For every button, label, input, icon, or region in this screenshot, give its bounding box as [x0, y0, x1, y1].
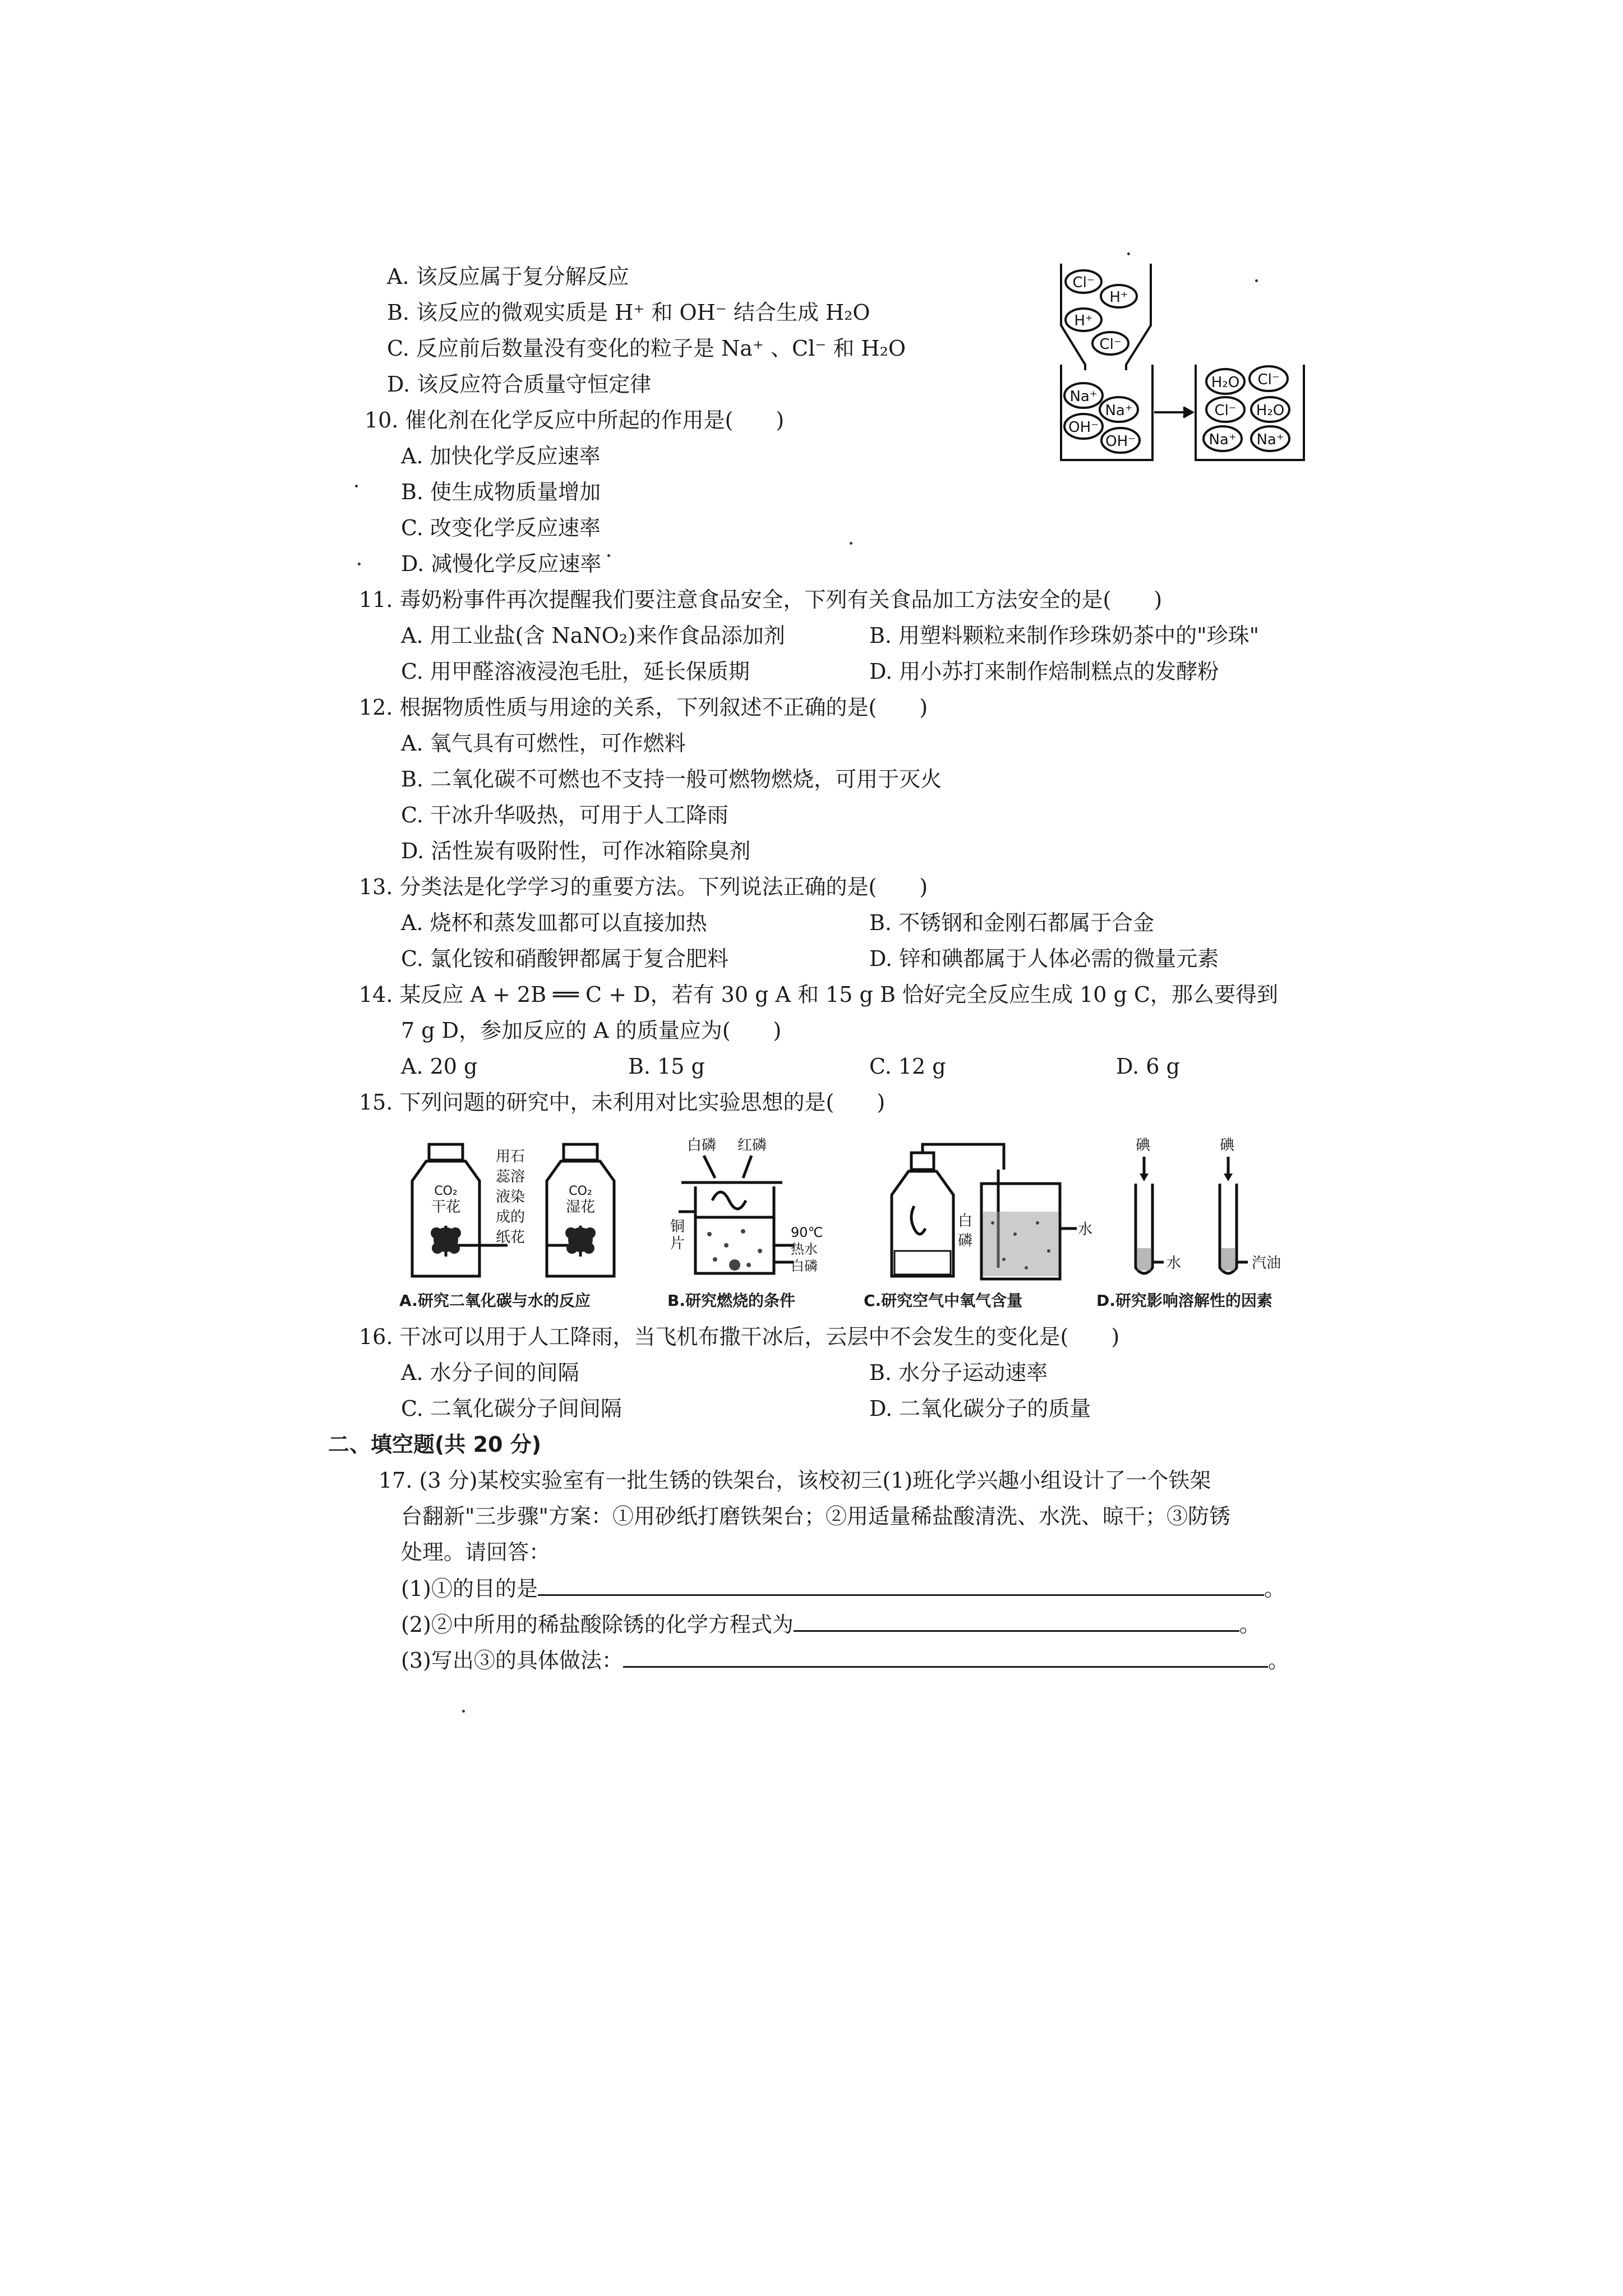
fig-b-right: 白磷: [791, 1258, 818, 1274]
ion-label: OH⁻: [1068, 419, 1099, 436]
fig-d-top1: 碘: [1136, 1137, 1151, 1154]
fig-a-note: 蕊溶: [495, 1168, 525, 1185]
fig-d-label2: 汽油: [1252, 1255, 1281, 1272]
q10-option-a: A. 加快化学反应速率: [401, 444, 601, 468]
fig-b-right: 热水: [791, 1241, 818, 1257]
q12-option-a: A. 氧气具有可燃性，可作燃料: [401, 731, 686, 756]
q13-option-a: A. 烧杯和蒸发皿都可以直接加热: [401, 910, 707, 935]
q15-figure-d: [1122, 1133, 1312, 1285]
ion-label: H⁺: [1109, 289, 1128, 306]
q10-stem: 10. 催化剂在化学反应中所起的作用是( ): [365, 408, 785, 432]
q11-option-c: C. 用甲醛溶液浸泡毛肚，延长保质期: [401, 659, 750, 684]
q13-option-b: B. 不锈钢和金刚石都属于合金: [869, 910, 1155, 935]
ion-label: Cl⁻: [1072, 274, 1095, 291]
fig-b-side: 铜: [670, 1218, 685, 1235]
q16-option-b: B. 水分子运动速率: [869, 1360, 1048, 1385]
q17-sub2-label: (2)②中所用的稀盐酸除锈的化学方程式为: [401, 1612, 794, 1637]
fig-a-note: 液染: [495, 1189, 525, 1205]
ion-label: Cl⁻: [1214, 402, 1237, 419]
scan-speck: [1127, 252, 1130, 255]
answer-blank-2[interactable]: [794, 1611, 1239, 1632]
q15-caption-d: D.研究影响溶解性的因素: [1096, 1291, 1272, 1310]
q12-option-d: D. 活性炭有吸附性，可作冰箱除臭剂: [401, 839, 751, 863]
q11-option-a: A. 用工业盐(含 NaNO₂)来作食品添加剂: [401, 623, 785, 648]
ion-label: H⁺: [1074, 312, 1093, 329]
answer-blank-1[interactable]: [538, 1575, 1264, 1596]
scan-speck: [462, 1710, 465, 1713]
q10-option-d: D. 减慢化学反应速率: [401, 551, 602, 576]
q9-option-a: A. 该反应属于复分解反应: [387, 264, 629, 289]
q16-option-a: A. 水分子间的间隔: [401, 1360, 579, 1385]
q11-stem: 11. 毒奶粉事件再次提醒我们要注意食品安全，下列有关食品加工方法安全的是( ): [359, 587, 1163, 612]
ion-label: Na⁺: [1105, 402, 1133, 419]
q12-stem: 12. 根据物质性质与用途的关系，下列叙述不正确的是( ): [359, 695, 928, 720]
fig-a-note: 用石: [495, 1148, 525, 1165]
jar-b-label: CO₂: [569, 1184, 592, 1198]
q14-option-b: B. 15 g: [628, 1054, 705, 1079]
q14-option-a: A. 20 g: [401, 1054, 478, 1079]
scan-speck: [355, 485, 358, 487]
fig-c-label1: 磷: [958, 1232, 973, 1249]
jar-b-label: 湿花: [565, 1199, 596, 1216]
q16-option-c: C. 二氧化碳分子间间隔: [401, 1396, 622, 1421]
q13-stem: 13. 分类法是化学学习的重要方法。下列说法正确的是( ): [359, 875, 928, 899]
q17-line3: 处理。请回答：: [401, 1540, 551, 1565]
ion-label: Na⁺: [1256, 431, 1284, 448]
q11-option-b: B. 用塑料颗粒来制作珍珠奶茶中的"珍珠": [869, 623, 1260, 648]
q17-sub2: [401, 1611, 1261, 1637]
q15-caption-a: A.研究二氧化碳与水的反应: [399, 1291, 591, 1310]
q15-figure-c: [880, 1139, 1094, 1285]
q9-reaction-diagram: [1054, 258, 1312, 471]
q10-option-b: B. 使生成物质量增加: [401, 480, 601, 504]
end-mark: 。: [1267, 1648, 1289, 1673]
fig-a-note: 纸花: [495, 1229, 525, 1246]
jar-a-label: 干花: [431, 1199, 461, 1216]
q13-option-d: D. 锌和碘都属于人体必需的微量元素: [869, 946, 1219, 971]
section2-title: 二、填空题(共 20 分): [328, 1432, 542, 1457]
ion-label: Na⁺: [1069, 388, 1098, 405]
q17-sub1-label: (1)①的目的是: [401, 1576, 538, 1601]
answer-blank-3[interactable]: [623, 1647, 1268, 1668]
q17-sub3: [401, 1647, 1289, 1673]
scan-speck: [850, 542, 852, 545]
fig-c-label2: 水: [1078, 1221, 1093, 1238]
q11-option-d: D. 用小苏打来制作焙制糕点的发酵粉: [869, 659, 1219, 684]
q13-option-c: C. 氯化铵和硝酸钾都属于复合肥料: [401, 946, 728, 971]
q9-option-d: D. 该反应符合质量守恒定律: [387, 372, 652, 397]
q17-line2: 台翻新"三步骤"方案：①用砂纸打磨铁架台；②用适量稀盐酸清洗、水洗、晾干；③防锈: [401, 1504, 1230, 1529]
q17-sub3-label: (3)写出③的具体做法：: [401, 1648, 623, 1673]
ion-label: Cl⁻: [1099, 336, 1122, 353]
ion-label: OH⁻: [1105, 433, 1136, 450]
fig-d-label1: 水: [1166, 1255, 1182, 1272]
q16-option-d: D. 二氧化碳分子的质量: [869, 1396, 1091, 1421]
q15-figure-a: [404, 1139, 651, 1285]
ion-label: H₂O: [1256, 402, 1285, 419]
ion-label: Na⁺: [1209, 431, 1237, 448]
fig-a-note: 成的: [495, 1209, 525, 1226]
fig-b-top-left: 白磷: [687, 1137, 717, 1154]
q17-line1: 17. (3 分)某校实验室有一批生锈的铁架台，该校初三(1)班化学兴趣小组设计了一个铁架: [379, 1468, 1211, 1493]
q15-caption-c: C.研究空气中氧气含量: [864, 1291, 1023, 1310]
q9-option-c: C. 反应前后数量没有变化的粒子是 Na⁺ 、Cl⁻ 和 H₂O: [387, 336, 906, 361]
q17-sub1: [401, 1575, 1285, 1602]
q9-option-b: B. 该反应的微观实质是 H⁺ 和 OH⁻ 结合生成 H₂O: [387, 300, 870, 325]
ion-label: H₂O: [1211, 374, 1240, 391]
q12-option-c: C. 干冰升华吸热，可用于人工降雨: [401, 803, 728, 827]
ion-label: Cl⁻: [1257, 371, 1280, 388]
q15-caption-b: B.研究燃烧的条件: [667, 1291, 795, 1310]
end-mark: 。: [1264, 1576, 1285, 1601]
fig-c-label1: 白: [958, 1213, 973, 1230]
end-mark: 。: [1239, 1612, 1261, 1637]
scan-speck: [358, 563, 361, 565]
jar-a-label: CO₂: [434, 1184, 458, 1198]
q16-stem: 16. 干冰可以用于人工降雨，当飞机布撒干冰后，云层中不会发生的变化是( ): [359, 1324, 1120, 1349]
fig-b-side: 片: [670, 1235, 685, 1252]
q15-figure-b: [670, 1133, 838, 1285]
q10-option-c: C. 改变化学反应速率: [401, 516, 601, 540]
q15-stem: 15. 下列问题的研究中，未利用对比实验思想的是( ): [359, 1090, 886, 1115]
q14-stem-line1: 14. 某反应 A + 2B ══ C + D，若有 30 g A 和 15 g B 恰好完全反应生成 10 g C，那么要得到: [359, 982, 1278, 1007]
fig-b-right: 90℃: [791, 1225, 823, 1240]
q12-option-b: B. 二氧化碳不可燃也不支持一般可燃物燃烧，可用于灭火: [401, 767, 942, 792]
fig-d-top2: 碘: [1220, 1137, 1235, 1154]
q14-stem-line2: 7 g D，参加反应的 A 的质量应为( ): [401, 1018, 782, 1043]
q14-option-c: C. 12 g: [869, 1054, 946, 1079]
q14-option-d: D. 6 g: [1116, 1054, 1180, 1079]
fig-b-top-right: 红磷: [737, 1137, 767, 1154]
scan-speck: [607, 554, 610, 557]
